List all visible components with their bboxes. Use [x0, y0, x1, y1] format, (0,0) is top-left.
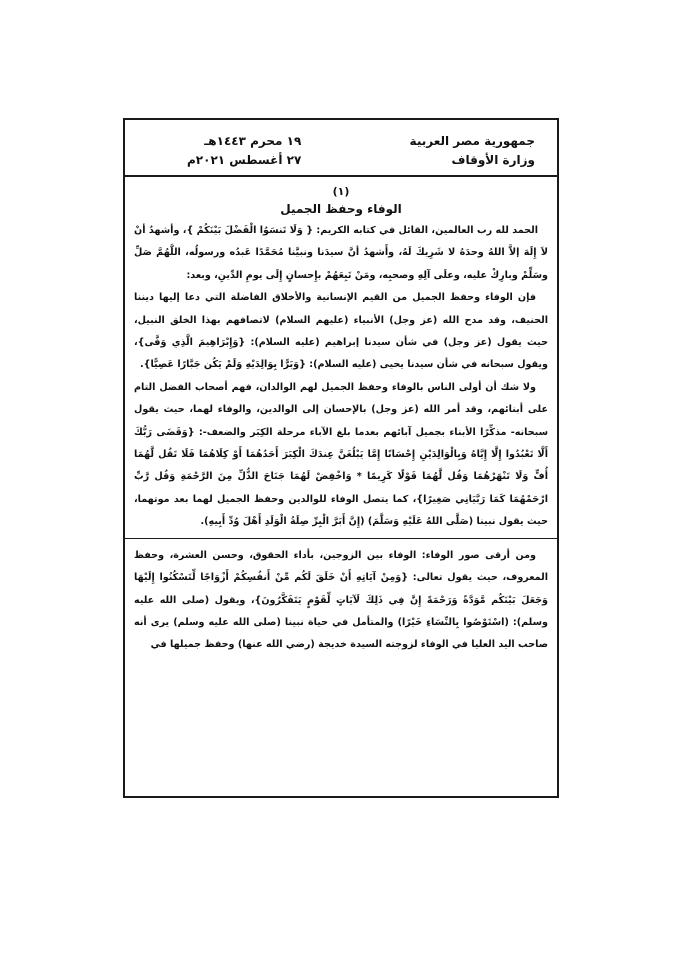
document-frame — [123, 118, 559, 798]
paragraph-spouses: ومن أرقى صور الوفاء: الوفاء بين الزوجين، بأداء الحقوق، وحسن العشرة، وحفظ المعروف، حيث يقول تعالى: {وَمِنْ آيَاتِهِ أَنْ خَلَقَ لَكُم مِّنْ أَنفُسِكُمْ أَزْوَاجًا لِّتَسْكُنُوا إِلَيْهَا وَجَعَلَ بَيْنَكُم مَّوَدَّةً وَرَحْمَةً إِنَّ فِي ذَلِكَ لَآيَاتٍ لِّقَوْمٍ يَتَفَكَّرُونَ}، ويقول (صلى الله عليه وسلم): (اسْتَوْصُوا بِالنِّسَاءِ خَيْرًا) والمتأمل في حياة نبينا (صلى الله عليه وسلم) يرى أنه صاحب اليد العليا في الوفاء لزوجته السيدة خديجة (رضي الله عنها) وحفظ جميلها في — [134, 549, 548, 651]
republic-name: جمهورية مصر العربية — [409, 134, 535, 148]
document-body — [125, 177, 557, 657]
hijri-date: ١٩ محرم ١٤٤٣هـ — [204, 134, 302, 148]
paragraph-opening: الحمد لله رب العالمين، القائل في كتابه الكريم: { وَلَا تَنسَوُا الْفَضْلَ بَيْنَكُمْ }، وأشهدُ أنْ لاَ إِلَهَ إلاَّ اللهُ وحدَهُ لا شَرِيكَ لَهُ، وأَشهدُ أنَّ سيدَنا ونبيَّنا مُحَمَّدًا عَبدُه ورسولُه، اللَّهُمَّ صَلِّ وسَلِّمْ وبارِكْ عليه، وعلَى آلِهِ وصحبِه، ومَنْ تَبِعَهُمْ بإِحسانٍ إِلَى يومِ الدِّينِ، وبعد: — [134, 225, 548, 281]
document-header — [125, 120, 557, 177]
paragraph-parents: ولا شك أن أولى الناس بالوفاء وحفظ الجميل لهم الوالدان، فهم أصحاب الفضل التام على أبنائهم، وقد أمر الله (عز وجل) بالإحسان إلى الوالدين، والوفاء لهما، حيث يقول سبحانه- مذكِّرًا الأبناء بجميل آبائهم بعدما بلغ الآباء مرحلة الكِبَر والضعف-: {وَقَضَى رَبُّكَ أَلَّا تَعْبُدُوا إِلَّا إِيَّاهُ وَبِالْوَالِدَيْنِ إِحْسَانًا إِمَّا يَبْلُغَنَّ عِندَكَ الْكِبَرَ أَحَدُهُمَا أَوْ كِلَاهُمَا فَلَا تَقُل لَّهُمَا أُفٍّ وَلَا تَنْهَرْهُمَا وَقُل لَّهُمَا قَوْلًا كَرِيمًا * وَاخْفِضْ لَهُمَا جَنَاحَ الذُّلِّ مِنَ الرَّحْمَةِ وَقُل رَّبِّ ارْحَمْهُمَا كَمَا رَبَّيَانِي صَغِيرًا}، كما يتصل الوفاء للوالدين وحفظ الجميل لهما بعد موتهما، حيث يقول نبينا (صَلَّى اللهُ عَلَيْهِ وَسَلَّمَ) (إِنَّ أَبَرَّ الْبِرِّ صِلَةُ الْوَلَدِ أَهْلَ وُدِّ أَبِيهِ). — [134, 381, 548, 528]
lesson-title: الوفاء وحفظ الجميل — [280, 202, 402, 216]
header-issuer — [410, 132, 535, 170]
paragraph-prophets: فإن الوفاء وحفظ الجميل من القيم الإنسانية والأخلاق الفاضلة التي دعا إليها ديننا الحنيف، وقد مدح الله (عز وجل) الأنبياء (عليهم السلام) لاتصافهم بهذا الخلق النبيل، حيث يقول (عز وجل) في شأن سيدنا إبراهيم (عليه السلام): {وَإِبْرَاهِيمَ الَّذِي وَفَّى}، ويقول سبحانه في شأن سيدنا يحيى (عليه السلام): {وَبَرًّا بِوَالِدَيْهِ وَلَمْ يَكُن جَبَّارًا عَصِيًّا}. — [134, 292, 548, 371]
section-divider — [125, 538, 557, 539]
lesson-number: (١) — [332, 185, 350, 198]
ministry-name: وزارة الأوقاف — [451, 153, 535, 167]
gregorian-date: ٢٧ أغسطس ٢٠٢١م — [187, 153, 302, 167]
header-dates — [187, 132, 301, 170]
